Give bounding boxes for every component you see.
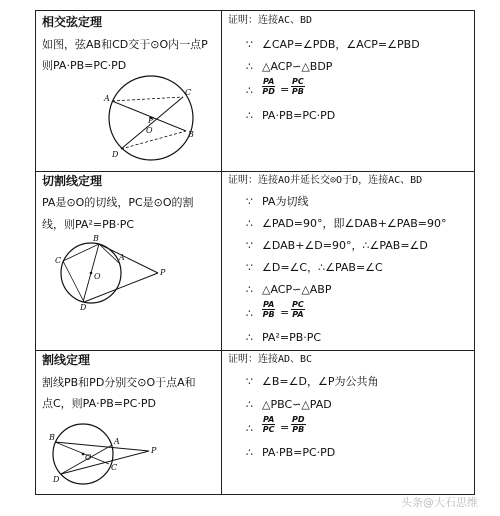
section-2-step-4-sym: ∵ <box>246 261 253 274</box>
section-2-fraction-left: $\frac{PA}{PB}$ <box>262 300 275 319</box>
watermark: 头条@大石思维 <box>401 496 478 509</box>
fig2-label-a: A <box>119 253 125 262</box>
section-1-step-4-sym: ∴ <box>246 109 253 122</box>
section-1-figure <box>76 73 216 168</box>
fig3-label-o: O <box>85 453 92 462</box>
fig2-label-c: C <box>55 256 62 265</box>
section-2-step-7-sym: ∴ <box>246 331 253 344</box>
section-1-fraction-right: $\frac{PC}{PB}$ <box>291 77 304 96</box>
section-2-step-3-sym: ∵ <box>246 239 253 252</box>
fig3-label-c: C <box>111 463 118 472</box>
section-2-step-2-text: ∠PAD=90°，即∠DAB+∠PAB=90° <box>262 217 447 230</box>
section-2-step-4-text: ∠D=∠C，∴∠PAB=∠C <box>262 261 383 274</box>
fig3-label-p: P <box>151 446 157 455</box>
fig1-label-p: P <box>148 116 154 125</box>
section-2-step-6-sym: ∴ <box>246 307 253 320</box>
section-1-step-1-text: ∠CAP=∠PDB，∠ACP=∠PBD <box>262 38 420 51</box>
section-1-step-2-sym: ∴ <box>246 60 253 73</box>
column-divider <box>221 11 222 494</box>
section-2-fraction-right: $\frac{PC}{PA}$ <box>292 300 304 319</box>
fig2-label-o: O <box>94 272 101 281</box>
fig3-label-b: B <box>49 433 55 442</box>
section-3-fraction-left: $\frac{PA}{PC}$ <box>262 415 275 434</box>
fig3-label-d: D <box>53 475 60 484</box>
section-1-fraction-left: $\frac{PA}{PD}$ <box>262 77 275 96</box>
section-2-step-1-sym: ∵ <box>246 195 253 208</box>
section-2-step-3-text: ∠DAB+∠D=90°，∴∠PAB=∠D <box>262 239 428 252</box>
section-3-step-2-sym: ∴ <box>246 398 253 411</box>
fig1-label-d: D <box>112 150 119 159</box>
section-1-desc-line-1: 如图，弦AB和CD交于⊙O内一点P <box>42 38 208 51</box>
section-3-desc-line-1: 割线PB和PD分别交⊙O于点A和 <box>42 376 196 389</box>
section-3-step-1-sym: ∵ <box>246 375 253 388</box>
section-2-figure <box>46 233 206 311</box>
section-2-step-2-sym: ∴ <box>246 217 253 230</box>
section-1-title: 相交弦定理 <box>42 15 103 29</box>
section-3-step-4-text: PA·PB=PC·PD <box>262 446 336 459</box>
section-1-step-1-sym: ∵ <box>246 38 253 51</box>
section-3-step-4-sym: ∴ <box>246 446 253 459</box>
fig2-label-p: P <box>160 268 166 277</box>
section-1-step-2-text: △ACP∽△BDP <box>262 60 333 73</box>
row-divider-1 <box>36 171 474 172</box>
section-3-step-1-text: ∠B=∠D，∠P为公共角 <box>262 375 379 388</box>
section-3-fraction-right: $\frac{PD}{PB}$ <box>292 415 305 434</box>
section-2-proof-head: 证明：连接AO并延长交⊙O于D，连接AC、BD <box>228 175 423 186</box>
section-3-step-2-text: △PBC∽△PAD <box>262 398 332 411</box>
section-3-step-3-sym: ∴ <box>246 422 253 435</box>
theorem-table <box>35 10 475 495</box>
section-2-equals: = <box>280 306 290 319</box>
fig2-label-b: B <box>93 234 99 243</box>
section-2-step-7-text: PA²=PB·PC <box>262 331 322 344</box>
section-2-step-5-text: △ACP∽△ABP <box>262 283 332 296</box>
section-1-step-4-text: PA·PB=PC·PD <box>262 109 336 122</box>
section-2-title: 切割线定理 <box>42 174 103 188</box>
section-3-desc-line-2: 点C，则PA·PB=PC·PD <box>42 397 156 410</box>
fig1-label-b: B <box>188 130 194 139</box>
section-2-desc-line-1: PA是⊙O的切线，PC是⊙O的割 <box>42 196 194 209</box>
section-2-step-5-sym: ∴ <box>246 283 253 296</box>
section-1-step-3-sym: ∴ <box>246 84 253 97</box>
section-3-equals: = <box>280 421 290 434</box>
section-2-desc-line-2: 线，则PA²=PB·PC <box>42 218 135 231</box>
section-3-title: 割线定理 <box>42 353 91 367</box>
fig3-label-a: A <box>114 437 120 446</box>
section-2-step-1-text: PA为切线 <box>262 195 309 208</box>
fig1-label-c: C <box>185 88 192 97</box>
section-1-equals: = <box>280 83 290 96</box>
row-divider-2 <box>36 350 474 351</box>
fig2-label-d: D <box>80 303 87 311</box>
section-3-proof-head: 证明：连接AD、BC <box>228 354 313 365</box>
section-3-figure <box>41 416 201 491</box>
section-1-proof-head: 证明：连接AC、BD <box>228 15 313 26</box>
fig1-label-o: O <box>146 126 153 135</box>
section-1-desc-line-2: 则PA·PB=PC·PD <box>42 59 127 72</box>
fig1-label-a: A <box>104 94 110 103</box>
